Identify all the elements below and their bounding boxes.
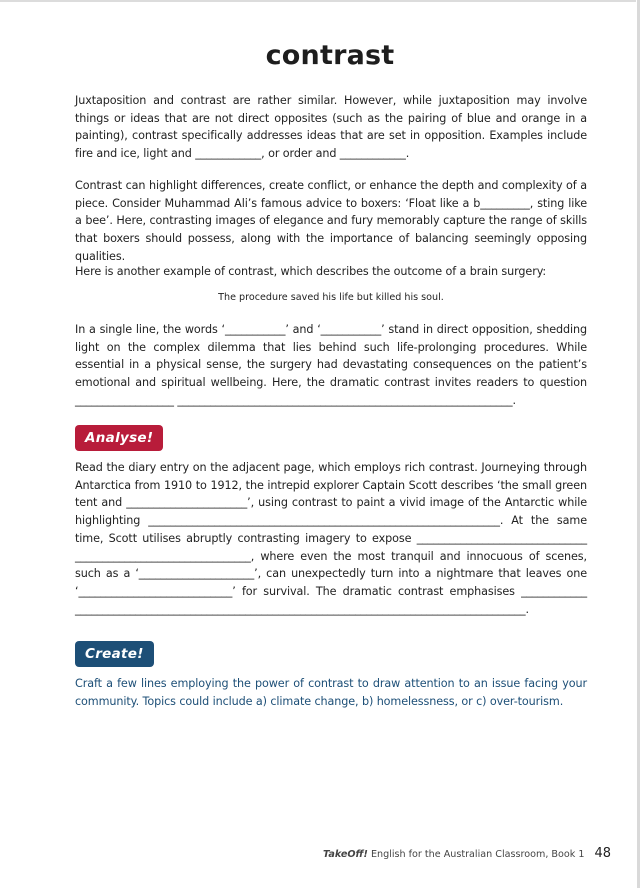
page-title: contrast <box>265 40 395 72</box>
create-activity <box>75 675 587 710</box>
paragraph-text: Juxtaposition and contrast are rather similar. However, while juxtaposition may involve things or ideas that are not direct opposites (such as the pairing of blue and orange in a painting), contrast specifically addresses ideas that are set in opposition. Examples include fire and ice, light and ____________, or order and ____________. <box>75 94 587 161</box>
analysis-paragraph <box>75 321 587 410</box>
page-number: 48 <box>594 846 611 861</box>
analyse-activity <box>75 459 587 618</box>
ali-example-paragraph <box>75 177 587 266</box>
page-top-border <box>0 0 636 2</box>
create-badge: Create! <box>75 641 154 667</box>
example-quote: The procedure saved his life but killed his soul. <box>218 292 444 303</box>
activity-text: Read the diary entry on the adjacent page, which employs rich contrast. Journeying through Antarctica from 1910 to 1912, the intrepid explorer Captain Scott describes ‘the small green tent and ______________________’, using contrast to paint a vivid image of the Antarctic while highlighting ________________________________________________________________. At the same time, Scott utilises abruptly contrasting imagery to expose _______________________________ ________________________________, where even the most tranquil and innocuous of scenes, such as a ‘_____________________’, can unexpectedly turn into a nightmare that leaves one ‘____________________________’ for survival. The dramatic contrast emphasises ____________ __________________________________________________________________________________. <box>75 461 587 616</box>
activity-text: Craft a few lines employing the power of contrast to draw attention to an issue facing your community. Topics could include a) climate change, b) homelessness, or c) over-tourism. <box>75 677 587 708</box>
book-title-rest: English for the Australian Classroom, Book 1 <box>370 849 585 860</box>
analyse-badge: Analyse! <box>75 425 163 451</box>
book-title <box>323 849 585 860</box>
surgery-intro-paragraph <box>75 263 587 281</box>
paragraph-text: Here is another example of contrast, which describes the outcome of a brain surgery: <box>75 265 547 278</box>
intro-paragraph <box>75 92 587 163</box>
book-title-brand: TakeOff! <box>322 849 368 860</box>
paragraph-text: Contrast can highlight differences, create conflict, or enhance the depth and complexity of a piece. Consider Muhammad Ali’s famous advice to boxers: ‘Float like a b_________, sting like a bee’. Here, contrasting images of elegance and fury memorably capture the range of skills that boxers should possess, along with the importance of balancing seemingly opposing qualities. <box>75 179 587 263</box>
paragraph-text: In a single line, the words ‘___________’ and ‘___________’ stand in direct opposition, shedding light on the complex dilemma that lies behind such life-prolonging procedures. While essential in a physical sense, the surgery had devastating consequences on the patient’s emotional and spiritual wellbeing. Here, the dramatic contrast invites readers to question __________________ _____________________________________________________________. <box>75 323 587 407</box>
page-footer <box>323 846 611 861</box>
